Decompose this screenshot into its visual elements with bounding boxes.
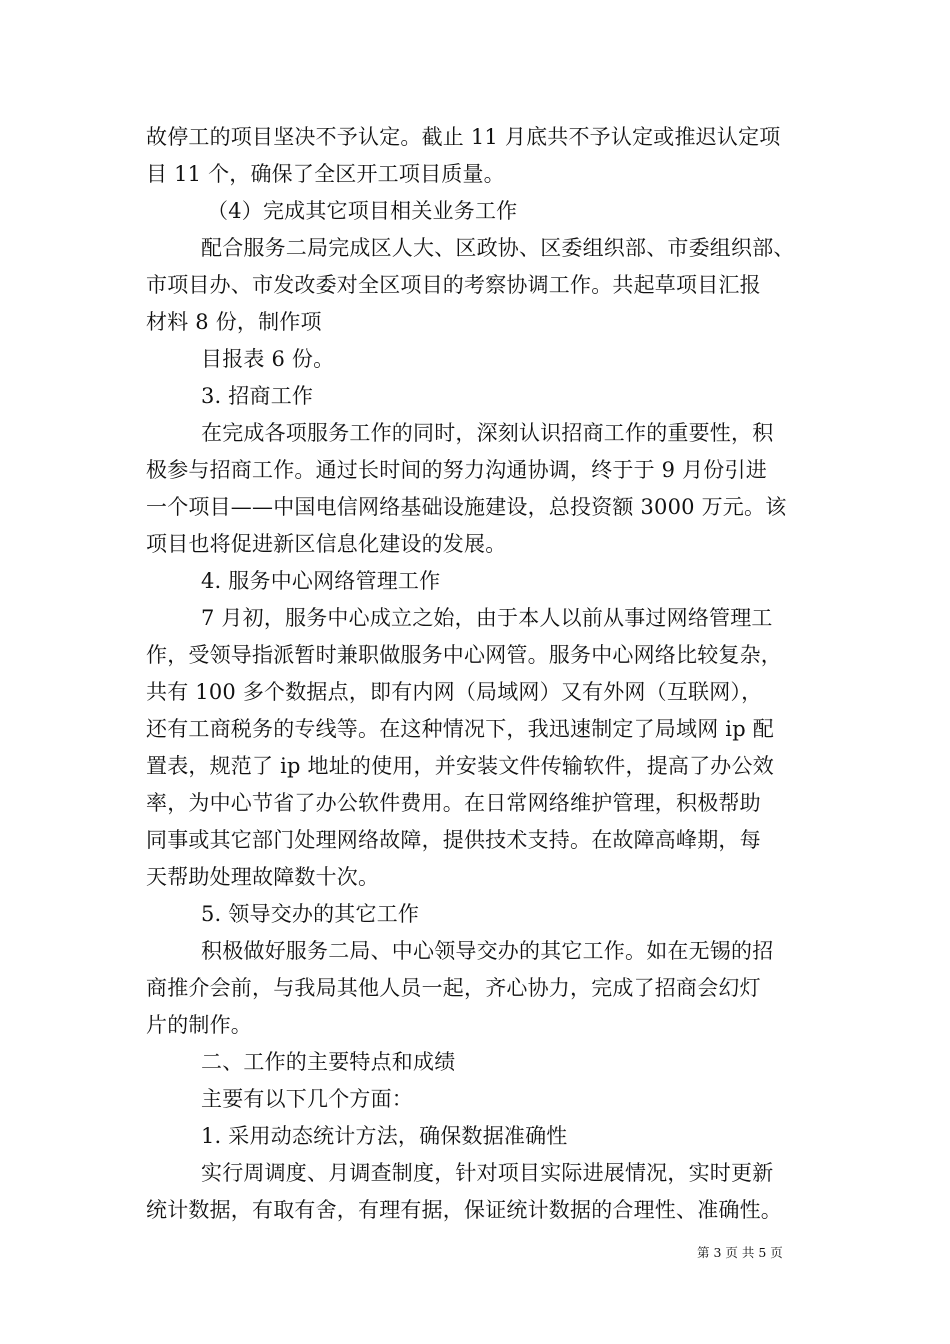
paragraph-line: 同事或其它部门处理网络故障，提供技术支持。在故障高峰期，每 bbox=[146, 828, 761, 852]
paragraph-line: 商推介会前，与我局其他人员一起，齐心协力，完成了招商会幻灯 bbox=[146, 976, 761, 1000]
paragraph-line: 材料 8 份，制作项 bbox=[146, 310, 322, 334]
section-heading: 1. 采用动态统计方法，确保数据准确性 bbox=[201, 1124, 568, 1148]
paragraph-line: 主要有以下几个方面： bbox=[201, 1087, 413, 1111]
paragraph-line: 置表，规范了 ip 地址的使用，并安装文件传输软件，提高了办公效 bbox=[146, 754, 774, 778]
paragraph-line: 7 月初，服务中心成立之始，由于本人以前从事过网络管理工 bbox=[201, 606, 773, 630]
paragraph-line: 项目也将促进新区信息化建设的发展。 bbox=[146, 532, 507, 556]
paragraph-line: 一个项目——中国电信网络基础设施建设，总投资额 3000 万元。该 bbox=[146, 495, 787, 519]
paragraph-line: 率，为中心节省了办公软件费用。在日常网络维护管理，积极帮助 bbox=[146, 791, 761, 815]
section-heading: 4. 服务中心网络管理工作 bbox=[201, 569, 441, 593]
paragraph-line: 片的制作。 bbox=[146, 1013, 252, 1037]
section-heading: 二、工作的主要特点和成绩 bbox=[201, 1050, 456, 1074]
paragraph-line: 极参与招商工作。通过长时间的努力沟通协调，终于于 9 月份引进 bbox=[146, 458, 767, 482]
page-number-footer: 第 3 页 共 5 页 bbox=[697, 1245, 783, 1260]
paragraph-line: 实行周调度、月调查制度，针对项目实际进展情况，实时更新 bbox=[201, 1161, 774, 1185]
paragraph-line: 市项目办、市发改委对全区项目的考察协调工作。共起草项目汇报 bbox=[146, 273, 761, 297]
paragraph-line: 配合服务二局完成区人大、区政协、区委组织部、市委组织部、 bbox=[201, 236, 795, 260]
paragraph-line: 积极做好服务二局、中心领导交办的其它工作。如在无锡的招 bbox=[201, 939, 774, 963]
paragraph-line: 天帮助处理故障数十次。 bbox=[146, 865, 380, 889]
section-heading: 5. 领导交办的其它工作 bbox=[201, 902, 420, 926]
section-heading: 3. 招商工作 bbox=[201, 384, 314, 408]
paragraph-line: 故停工的项目坚决不予认定。截止 11 月底共不予认定或推迟认定项 bbox=[146, 125, 781, 149]
paragraph-line: 目报表 6 份。 bbox=[201, 347, 335, 371]
paragraph-line: 目 11 个，确保了全区开工项目质量。 bbox=[146, 162, 505, 186]
paragraph-line: 共有 100 多个数据点，即有内网（局域网）又有外网（互联网）， bbox=[146, 680, 763, 704]
section-heading: （4）完成其它项目相关业务工作 bbox=[207, 199, 518, 223]
paragraph-line: 还有工商税务的专线等。在这种情况下，我迅速制定了局域网 ip 配 bbox=[146, 717, 774, 741]
paragraph-line: 统计数据，有取有舍，有理有据，保证统计数据的合理性、准确性。 bbox=[146, 1198, 782, 1222]
paragraph-line: 在完成各项服务工作的同时，深刻认识招商工作的重要性，积 bbox=[201, 421, 774, 445]
paragraph-line: 作，受领导指派暂时兼职做服务中心网管。服务中心网络比较复杂， bbox=[146, 643, 782, 667]
